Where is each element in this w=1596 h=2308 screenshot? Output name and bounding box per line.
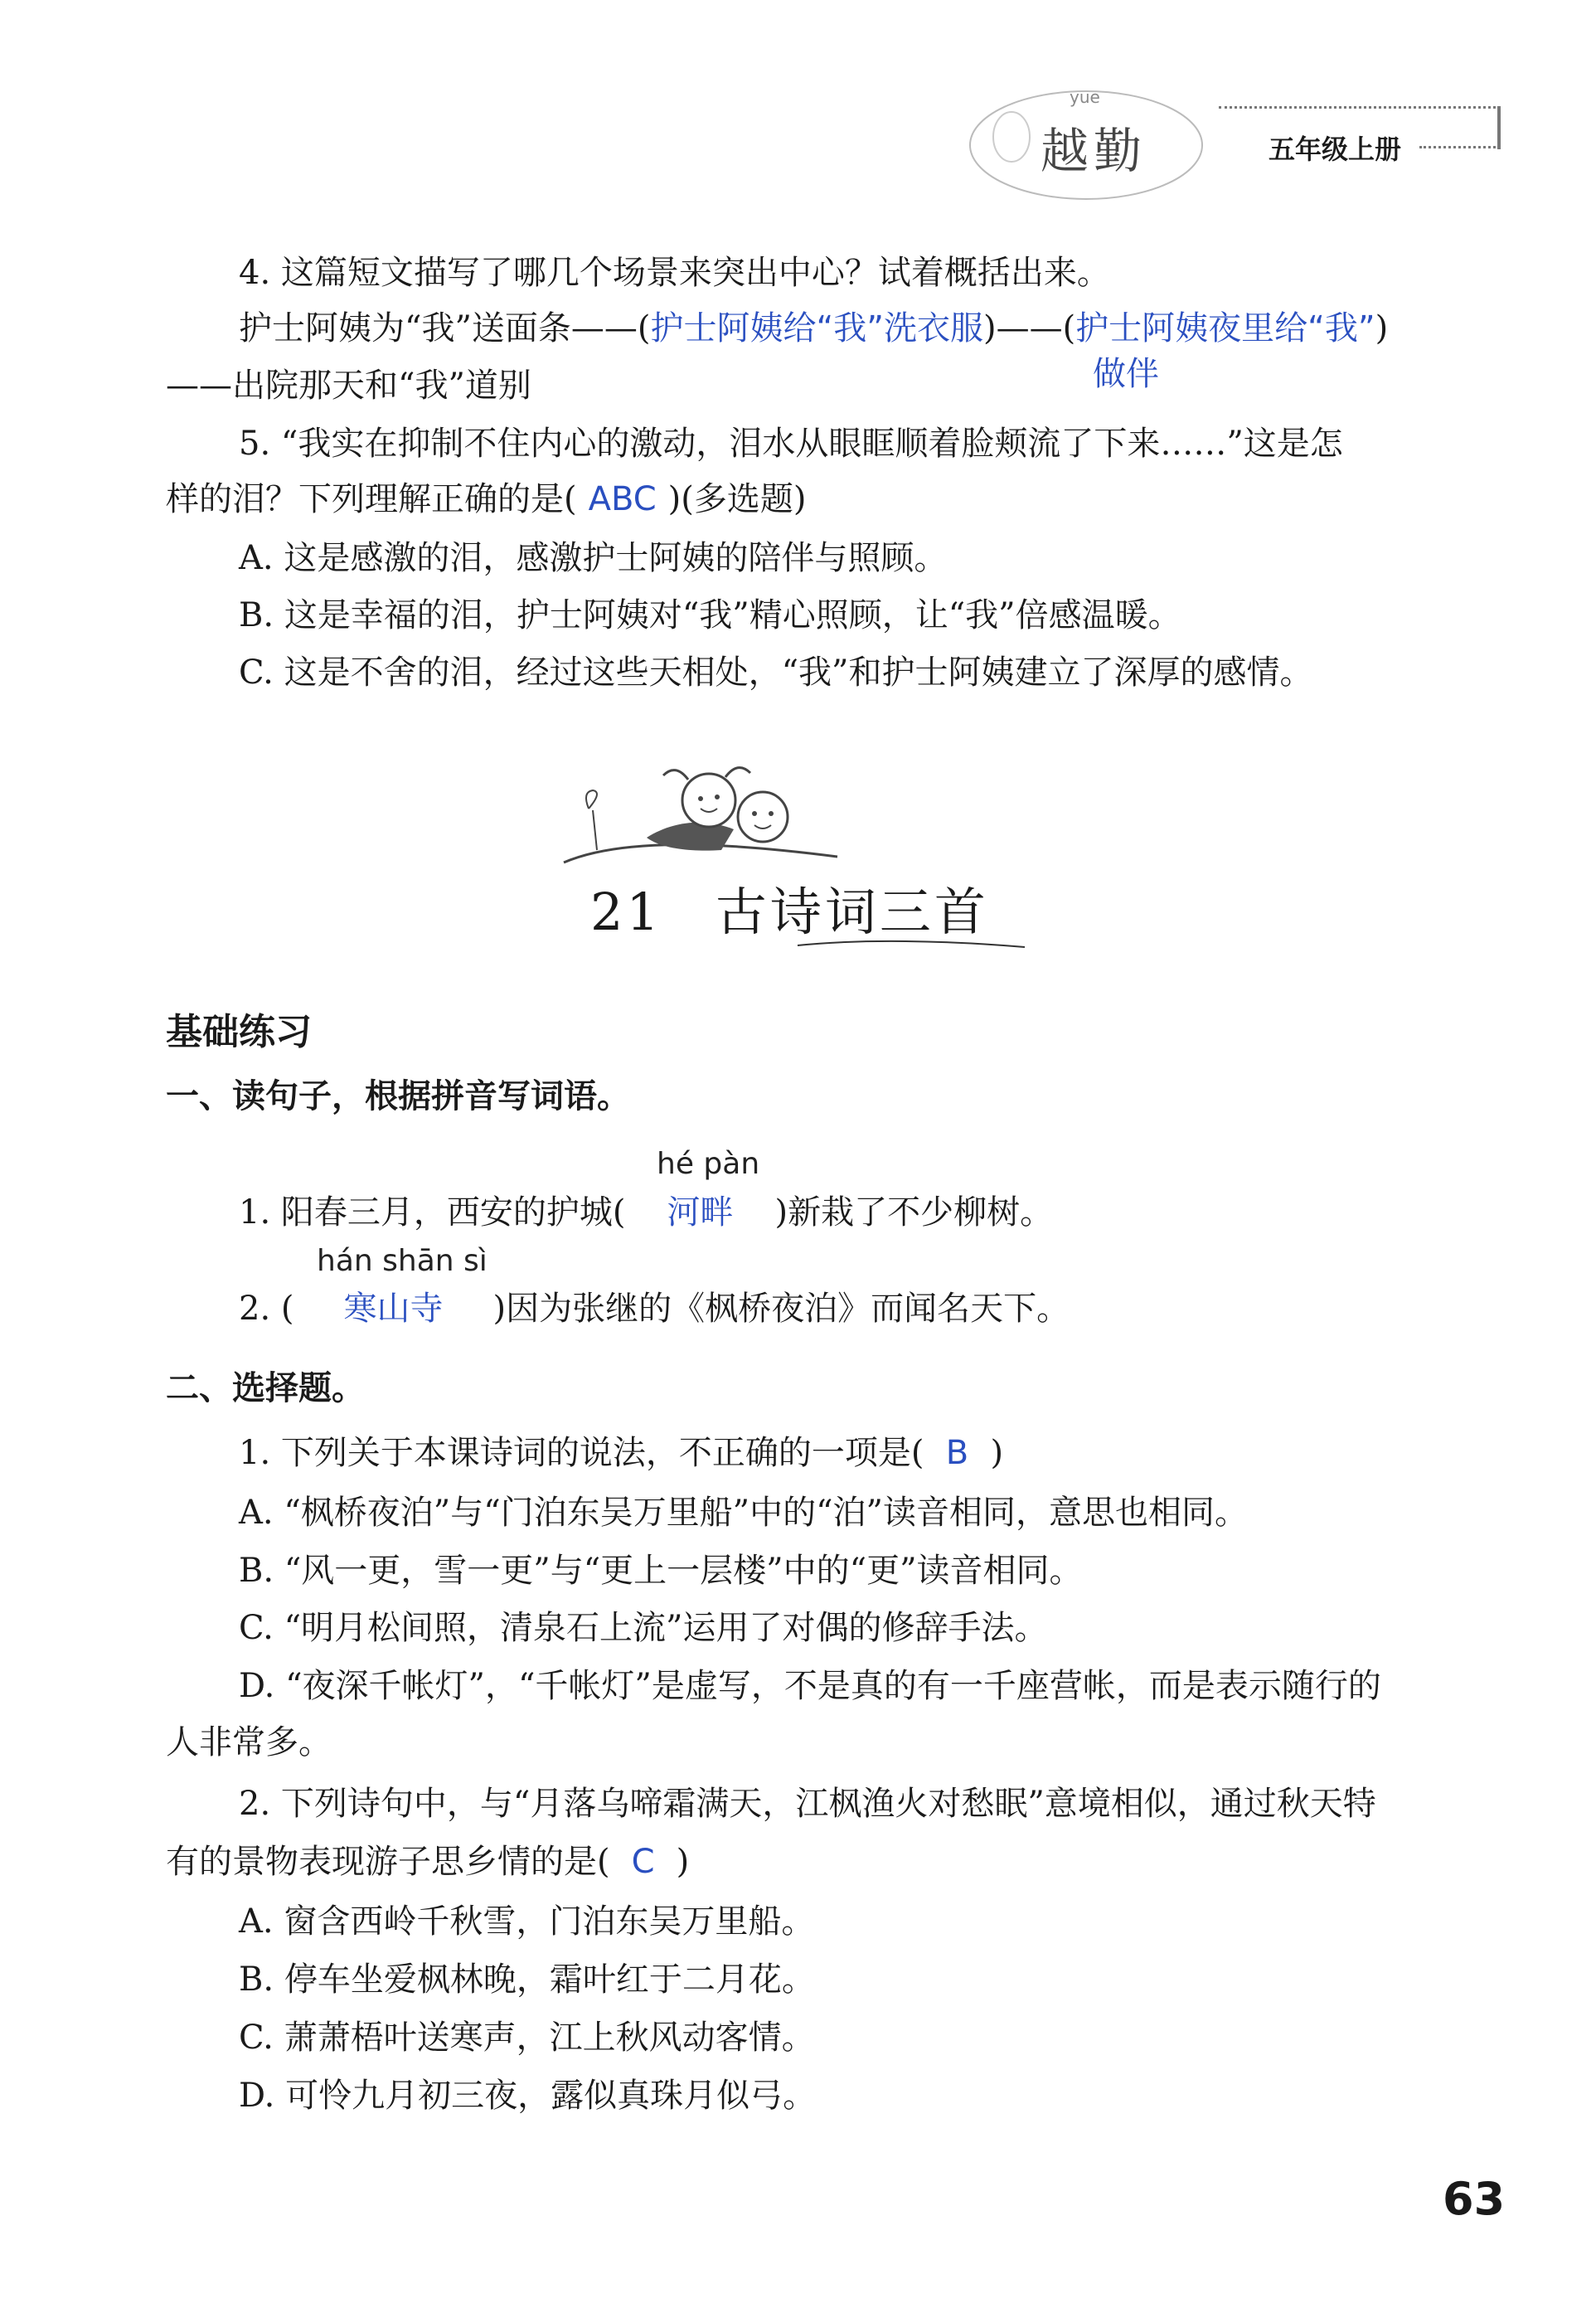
item1-suffix: )新栽了不少柳树。 (774, 1193, 1054, 1232)
q5-option-b: B. 这是幸福的泪，护士阿姨对“我”精心照顾，让“我”倍感温暖。 (239, 596, 1181, 634)
item2-suffix: )因为张继的《枫桥夜泊》而闻名天下。 (492, 1290, 1070, 1328)
q2-option-d: D. 可怜九月初三夜，露似真珠月似弓。 (239, 2077, 817, 2115)
q1-option-c: C. “明月松间照，清泉石上流”运用了对偶的修辞手法。 (239, 1609, 1048, 1647)
q1-answer: B (945, 1434, 969, 1472)
lesson-illustration (555, 759, 854, 875)
header-top-rule (1219, 106, 1501, 109)
q5-suffix: )(多选题) (667, 480, 807, 518)
q4-answer-1: 护士阿姨给“我”洗衣服 (650, 309, 983, 347)
q2-suffix: ) (676, 1843, 690, 1881)
logo-text: 越勤 (1041, 123, 1147, 179)
part1-item1 (239, 1191, 1053, 1234)
part1-heading: 一、读句子，根据拼音写词语。 (166, 1077, 630, 1115)
q4-answer-2-cont: 做伴 (1093, 355, 1159, 393)
part1-item2 (239, 1287, 1070, 1330)
q4-dash: )——( (982, 309, 1076, 347)
q1-option-b: B. “风一更，雪一更”与“更上一层楼”中的“更”读音相同。 (239, 1552, 1083, 1590)
item2-answer: 寒山寺 (343, 1290, 444, 1328)
item2-pinyin: hán shān sì (317, 1244, 488, 1278)
q1-suffix: ) (990, 1434, 1004, 1472)
q5-option-c: C. 这是不舍的泪，经过这些天相处，“我”和护士阿姨建立了深厚的感情。 (239, 654, 1313, 692)
part2-q2-line1: 2. 下列诗句中，与“月落乌啼霜满天，江枫渔火对愁眠”意境相似，通过秋天特 (239, 1785, 1376, 1823)
q1-option-d-cont: 人非常多。 (166, 1723, 332, 1761)
q1-option-d: D. “夜深千帐灯”，“千帐灯”是虚写，不是真的有一千座营帐，而是表示随行的 (239, 1667, 1381, 1705)
item2-prefix: 2. ( (239, 1290, 294, 1328)
q4-prefix: 护士阿姨为“我”送面条——( (239, 309, 651, 347)
q4-question: 4. 这篇短文描写了哪几个场景来突出中心？试着概括出来。 (239, 254, 1110, 292)
item1-answer: 河畔 (667, 1193, 734, 1232)
q1-prefix: 1. 下列关于本课诗词的说法，不正确的一项是( (239, 1434, 924, 1472)
title-underline-icon (796, 935, 1028, 952)
lesson-name: 古诗词三首 (715, 882, 989, 942)
grade-label: 五年级上册 (1269, 134, 1402, 165)
q4-line1 (239, 307, 1388, 350)
q4-line2: ——出院那天和“我”道别 (166, 367, 531, 405)
part2-q1 (239, 1431, 1003, 1475)
header-bottom-rule (1419, 146, 1496, 148)
q2-option-c: C. 萧萧梧叶送寒声，江上秋风动客情。 (239, 2019, 815, 2057)
logo-pinyin: yue (1070, 87, 1100, 107)
basic-heading: 基础练习 (166, 1011, 312, 1053)
q5-answer: ABC (588, 480, 657, 518)
header-side-bar (1497, 106, 1501, 149)
part2-heading: 二、选择题。 (166, 1369, 365, 1407)
q5-line2 (166, 478, 806, 521)
children-drawing-icon (555, 759, 854, 875)
lesson-title (590, 871, 989, 945)
q4-answer-2: 护士阿姨夜里给“我” (1075, 309, 1375, 347)
lesson-number: 21 (590, 882, 662, 942)
item1-prefix: 1. 阳春三月，西安的护城( (239, 1193, 626, 1232)
page-number: 63 (1443, 2173, 1506, 2225)
q1-option-a: A. “枫桥夜泊”与“门泊东吴万里船”中的“泊”读音相同，意思也相同。 (239, 1494, 1249, 1532)
q5-prefix: 样的泪？下列理解正确的是( (166, 480, 577, 518)
q5-option-a: A. 这是感激的泪，感激护士阿姨的陪伴与照顾。 (239, 539, 948, 577)
item1-pinyin: hé pàn (657, 1147, 760, 1181)
header-logo (962, 79, 1210, 211)
q2-prefix: 有的景物表现游子思乡情的是( (166, 1843, 610, 1881)
q2-answer: C (631, 1843, 655, 1881)
part2-q2-line2 (166, 1840, 689, 1883)
q2-option-b: B. 停车坐爱枫林晚，霜叶红于二月花。 (239, 1961, 815, 1999)
q5-line1: 5. “我实在抑制不住内心的激动，泪水从眼眶顺着脸颊流了下来……”这是怎 (239, 425, 1343, 463)
q4-close: ) (1375, 309, 1389, 347)
q2-option-a: A. 窗含西岭千秋雪，门泊东吴万里船。 (239, 1902, 815, 1941)
